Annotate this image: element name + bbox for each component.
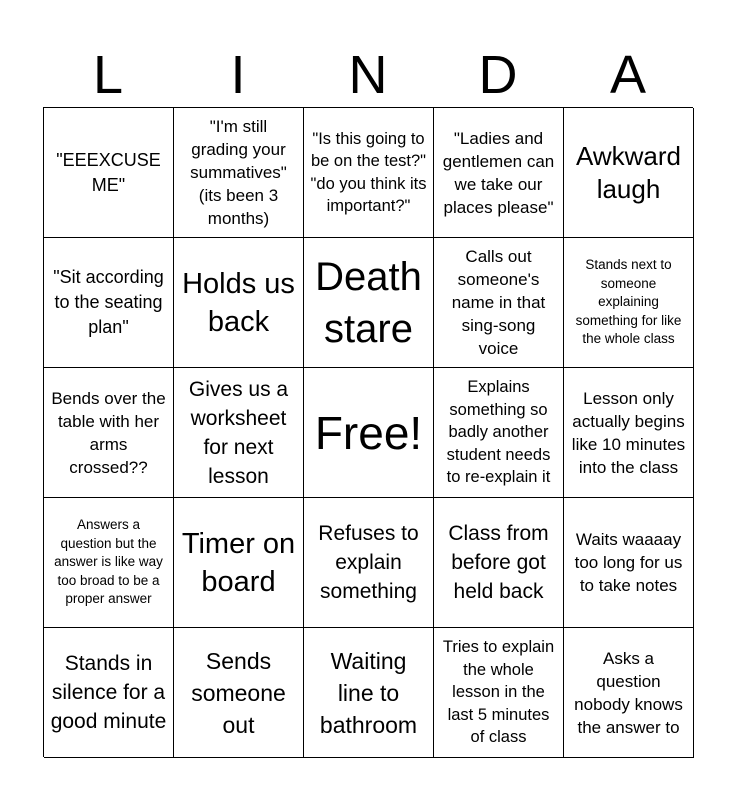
bingo-cell[interactable]: Sends someone out (174, 628, 304, 758)
bingo-cell[interactable]: Waiting line to bathroom (304, 628, 434, 758)
bingo-cell[interactable]: Death stare (304, 238, 434, 368)
bingo-cell[interactable]: Stands in silence for a good minute (44, 628, 174, 758)
bingo-cell[interactable]: "I'm still grading your summatives" (its been 3 months) (174, 108, 304, 238)
bingo-cell[interactable]: "Is this going to be on the test?" "do you think its important?" (304, 108, 434, 238)
bingo-cell[interactable]: Holds us back (174, 238, 304, 368)
bingo-cell[interactable]: "Sit according to the seating plan" (44, 238, 174, 368)
bingo-cell[interactable]: Explains something so badly another student needs to re-explain it (434, 368, 564, 498)
bingo-cell[interactable]: Calls out someone's name in that sing-song voice (434, 238, 564, 368)
bingo-cell[interactable]: Tries to explain the whole lesson in the last 5 minutes of class (434, 628, 564, 758)
title-letter: A (609, 45, 647, 105)
bingo-cell[interactable]: Timer on board (174, 498, 304, 628)
title-letter: N (348, 45, 388, 105)
bingo-cell[interactable]: Stands next to someone explaining something for like the whole class (564, 238, 694, 368)
bingo-cell[interactable]: Waits waaaay too long for us to take notes (564, 498, 694, 628)
title-letter: D (478, 45, 518, 105)
bingo-cell[interactable]: Awkward laugh (564, 108, 694, 238)
bingo-cell[interactable]: "EEEXCUSE ME" (44, 108, 174, 238)
bingo-cell[interactable]: Gives us a worksheet for next lesson (174, 368, 304, 498)
bingo-cell[interactable]: Free! (304, 368, 434, 498)
bingo-cell[interactable]: Bends over the table with her arms crossed?? (44, 368, 174, 498)
bingo-cell[interactable]: Answers a question but the answer is like way too broad to be a proper answer (44, 498, 174, 628)
title-letter: L (92, 45, 124, 105)
bingo-cell[interactable]: Asks a question nobody knows the answer to (564, 628, 694, 758)
bingo-cell[interactable]: Refuses to explain something (304, 498, 434, 628)
bingo-cell[interactable]: Class from before got held back (434, 498, 564, 628)
bingo-grid (43, 107, 693, 757)
bingo-cell[interactable]: "Ladies and gentlemen can we take our places please" (434, 108, 564, 238)
title-letter: I (230, 45, 246, 105)
bingo-title (43, 42, 693, 108)
bingo-cell[interactable]: Lesson only actually begins like 10 minutes into the class (564, 368, 694, 498)
